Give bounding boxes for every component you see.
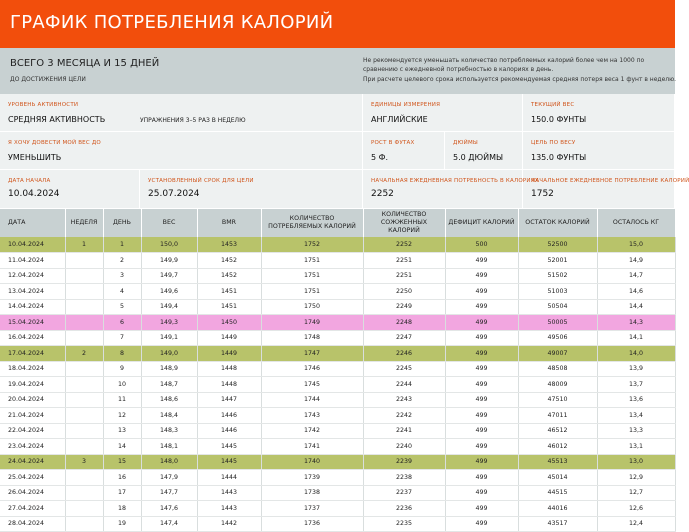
current-weight-label: ТЕКУЩИЙ ВЕС bbox=[531, 102, 575, 108]
cell-calories-consumed[interactable]: 1748 bbox=[261, 330, 363, 346]
cell-week[interactable] bbox=[65, 392, 103, 408]
cell-day[interactable]: 10 bbox=[103, 377, 141, 393]
height-inches-label: ДЮЙМЫ bbox=[453, 140, 478, 146]
cell-weight[interactable]: 148,9 bbox=[141, 361, 197, 377]
cell-date[interactable]: 24.04.2024 bbox=[0, 454, 65, 470]
cell-kg-remaining[interactable]: 13,6 bbox=[597, 392, 675, 408]
cell-calorie-deficit[interactable]: 499 bbox=[445, 284, 518, 300]
cell-calories-remaining[interactable]: 49506 bbox=[518, 330, 597, 346]
cell-calorie-deficit[interactable]: 499 bbox=[445, 485, 518, 501]
header-bmr: BMR bbox=[197, 209, 261, 237]
cell-week[interactable] bbox=[65, 299, 103, 315]
page-title: ГРАФИК ПОТРЕБЛЕНИЯ КАЛОРИЙ bbox=[10, 12, 334, 33]
initial-intake-label: НАЧАЛЬНОЕ ЕЖЕДНЕВНОЕ ПОТРЕБЛЕНИЕ КАЛОРИЙ bbox=[531, 178, 689, 184]
activity-level-cell[interactable] bbox=[0, 94, 363, 132]
cell-date[interactable]: 21.04.2024 bbox=[0, 408, 65, 424]
cell-weight[interactable]: 149,4 bbox=[141, 299, 197, 315]
cell-weight[interactable]: 148,1 bbox=[141, 439, 197, 455]
cell-date[interactable]: 14.04.2024 bbox=[0, 299, 65, 315]
cell-date[interactable]: 26.04.2024 bbox=[0, 485, 65, 501]
cell-weight[interactable]: 148,3 bbox=[141, 423, 197, 439]
cell-weight[interactable]: 148,6 bbox=[141, 392, 197, 408]
cell-calories-remaining[interactable]: 47011 bbox=[518, 408, 597, 424]
cell-calories-consumed[interactable]: 1751 bbox=[261, 253, 363, 269]
cell-weight[interactable]: 147,4 bbox=[141, 516, 197, 532]
cell-calories-consumed[interactable]: 1744 bbox=[261, 392, 363, 408]
cell-day[interactable]: 19 bbox=[103, 516, 141, 532]
cell-weight[interactable]: 149,6 bbox=[141, 284, 197, 300]
cell-week[interactable] bbox=[65, 315, 103, 331]
cell-bmr[interactable]: 1449 bbox=[197, 346, 261, 362]
calorie-schedule-table bbox=[0, 209, 676, 532]
table-row[interactable] bbox=[0, 501, 675, 517]
cell-week[interactable] bbox=[65, 284, 103, 300]
cell-date[interactable]: 16.04.2024 bbox=[0, 330, 65, 346]
table-row[interactable] bbox=[0, 253, 675, 269]
cell-date[interactable]: 12.04.2024 bbox=[0, 268, 65, 284]
cell-calories-burned[interactable]: 2242 bbox=[363, 408, 445, 424]
cell-weight[interactable]: 148,4 bbox=[141, 408, 197, 424]
table-row[interactable] bbox=[0, 439, 675, 455]
cell-kg-remaining[interactable]: 14,0 bbox=[597, 346, 675, 362]
height-inches-cell[interactable] bbox=[445, 132, 523, 170]
cell-weight[interactable]: 149,0 bbox=[141, 346, 197, 362]
cell-week[interactable]: 2 bbox=[65, 346, 103, 362]
height-feet-label: РОСТ В ФУТАХ bbox=[371, 140, 415, 146]
units-value[interactable]: АНГЛИЙСКИЕ bbox=[371, 115, 428, 124]
cell-calories-remaining[interactable]: 51003 bbox=[518, 284, 597, 300]
cell-week[interactable] bbox=[65, 423, 103, 439]
cell-calories-consumed[interactable]: 1747 bbox=[261, 346, 363, 362]
input-panel bbox=[0, 94, 689, 209]
cell-calories-burned[interactable]: 2235 bbox=[363, 516, 445, 532]
table-row[interactable] bbox=[0, 516, 675, 532]
table-row[interactable] bbox=[0, 377, 675, 393]
table-row[interactable] bbox=[0, 237, 675, 253]
cell-weight[interactable]: 147,7 bbox=[141, 485, 197, 501]
height-feet-cell[interactable] bbox=[363, 132, 445, 170]
cell-kg-remaining[interactable]: 14,9 bbox=[597, 253, 675, 269]
cell-date[interactable]: 28.04.2024 bbox=[0, 516, 65, 532]
cell-calories-remaining[interactable]: 47510 bbox=[518, 392, 597, 408]
cell-calories-burned[interactable]: 2249 bbox=[363, 299, 445, 315]
cell-weight[interactable]: 148,7 bbox=[141, 377, 197, 393]
cell-calorie-deficit[interactable]: 499 bbox=[445, 268, 518, 284]
cell-week[interactable] bbox=[65, 408, 103, 424]
cell-kg-remaining[interactable]: 14,4 bbox=[597, 299, 675, 315]
cell-day[interactable]: 16 bbox=[103, 470, 141, 486]
header-date: ДАТА bbox=[0, 209, 65, 237]
cell-calorie-deficit[interactable]: 499 bbox=[445, 330, 518, 346]
target-weight-value[interactable]: 135.0 ФУНТЫ bbox=[531, 153, 587, 162]
cell-kg-remaining[interactable]: 15,0 bbox=[597, 237, 675, 253]
cell-week[interactable] bbox=[65, 516, 103, 532]
table-body bbox=[0, 237, 675, 532]
cell-calories-consumed[interactable]: 1751 bbox=[261, 268, 363, 284]
cell-kg-remaining[interactable]: 14,3 bbox=[597, 315, 675, 331]
current-weight-cell[interactable] bbox=[523, 94, 675, 132]
target-date-cell bbox=[140, 170, 363, 209]
cell-bmr[interactable]: 1449 bbox=[197, 330, 261, 346]
cell-calories-burned[interactable]: 2245 bbox=[363, 361, 445, 377]
cell-week[interactable] bbox=[65, 377, 103, 393]
cell-date[interactable]: 19.04.2024 bbox=[0, 377, 65, 393]
title-bar bbox=[0, 0, 675, 48]
cell-kg-remaining[interactable]: 13,9 bbox=[597, 361, 675, 377]
cell-calories-consumed[interactable]: 1740 bbox=[261, 454, 363, 470]
cell-calorie-deficit[interactable]: 499 bbox=[445, 423, 518, 439]
table-row[interactable] bbox=[0, 361, 675, 377]
cell-kg-remaining[interactable]: 13,7 bbox=[597, 377, 675, 393]
cell-kg-remaining[interactable]: 12,4 bbox=[597, 516, 675, 532]
cell-calorie-deficit[interactable]: 499 bbox=[445, 454, 518, 470]
initial-intake-cell bbox=[523, 170, 689, 209]
cell-weight[interactable]: 147,6 bbox=[141, 501, 197, 517]
cell-day[interactable]: 14 bbox=[103, 439, 141, 455]
cell-day[interactable]: 7 bbox=[103, 330, 141, 346]
initial-need-value: 2252 bbox=[371, 189, 394, 199]
table-row[interactable] bbox=[0, 392, 675, 408]
cell-calories-remaining[interactable]: 45014 bbox=[518, 470, 597, 486]
cell-calories-remaining[interactable]: 49007 bbox=[518, 346, 597, 362]
height-inches-value[interactable]: 5.0 ДЮЙМЫ bbox=[453, 153, 504, 162]
cell-week[interactable] bbox=[65, 501, 103, 517]
cell-calories-burned[interactable]: 2246 bbox=[363, 346, 445, 362]
cell-calories-consumed[interactable]: 1739 bbox=[261, 470, 363, 486]
cell-calories-consumed[interactable]: 1742 bbox=[261, 423, 363, 439]
table-row[interactable] bbox=[0, 268, 675, 284]
cell-day[interactable]: 15 bbox=[103, 454, 141, 470]
header-weight: ВЕС bbox=[141, 209, 197, 237]
cell-calories-burned[interactable]: 2244 bbox=[363, 377, 445, 393]
cell-calories-burned[interactable]: 2236 bbox=[363, 501, 445, 517]
units-label: ЕДИНИЦЫ ИЗМЕРЕНИЯ bbox=[371, 102, 441, 108]
cell-week[interactable] bbox=[65, 268, 103, 284]
cell-calorie-deficit[interactable]: 499 bbox=[445, 470, 518, 486]
cell-calorie-deficit[interactable]: 499 bbox=[445, 408, 518, 424]
cell-calories-remaining[interactable]: 50504 bbox=[518, 299, 597, 315]
cell-calories-remaining[interactable]: 45513 bbox=[518, 454, 597, 470]
cell-week[interactable] bbox=[65, 361, 103, 377]
table-row[interactable] bbox=[0, 315, 675, 331]
cell-bmr[interactable]: 1442 bbox=[197, 516, 261, 532]
cell-bmr[interactable]: 1445 bbox=[197, 439, 261, 455]
cell-bmr[interactable]: 1453 bbox=[197, 237, 261, 253]
cell-bmr[interactable]: 1443 bbox=[197, 485, 261, 501]
cell-calories-consumed[interactable]: 1745 bbox=[261, 377, 363, 393]
header-kg-remaining: ОСТАЛОСЬ КГ bbox=[597, 209, 675, 237]
cell-calories-remaining[interactable]: 52001 bbox=[518, 253, 597, 269]
cell-calories-burned[interactable]: 2237 bbox=[363, 485, 445, 501]
cell-calorie-deficit[interactable]: 499 bbox=[445, 501, 518, 517]
cell-calories-consumed[interactable]: 1746 bbox=[261, 361, 363, 377]
cell-calories-burned[interactable]: 2248 bbox=[363, 315, 445, 331]
cell-calories-burned[interactable]: 2238 bbox=[363, 470, 445, 486]
cell-kg-remaining[interactable]: 13,3 bbox=[597, 423, 675, 439]
cell-day[interactable]: 18 bbox=[103, 501, 141, 517]
initial-need-label: НАЧАЛЬНАЯ ЕЖЕДНЕВНАЯ ПОТРЕБНОСТЬ В КАЛОРИЯХ bbox=[371, 178, 539, 184]
recommendation-note: Не рекомендуется уменьшать количество потребляемых калорий более чем на 1000 по сравнению с ежедневной потребностью в калориях в день. bbox=[363, 57, 645, 73]
initial-need-cell bbox=[363, 170, 539, 209]
cell-bmr[interactable]: 1452 bbox=[197, 253, 261, 269]
cell-kg-remaining[interactable]: 14,7 bbox=[597, 268, 675, 284]
cell-calorie-deficit[interactable]: 499 bbox=[445, 299, 518, 315]
cell-calories-consumed[interactable]: 1743 bbox=[261, 408, 363, 424]
cell-bmr[interactable]: 1448 bbox=[197, 377, 261, 393]
cell-day[interactable]: 3 bbox=[103, 268, 141, 284]
goal-label: ДО ДОСТИЖЕНИЯ ЦЕЛИ bbox=[10, 76, 86, 83]
cell-weight[interactable]: 150,0 bbox=[141, 237, 197, 253]
cell-kg-remaining[interactable]: 12,7 bbox=[597, 485, 675, 501]
cell-week[interactable]: 1 bbox=[65, 237, 103, 253]
cell-week[interactable]: 3 bbox=[65, 454, 103, 470]
cell-calorie-deficit[interactable]: 500 bbox=[445, 237, 518, 253]
cell-calories-remaining[interactable]: 43517 bbox=[518, 516, 597, 532]
units-cell[interactable] bbox=[363, 94, 523, 132]
table-row[interactable] bbox=[0, 470, 675, 486]
cell-kg-remaining[interactable]: 14,1 bbox=[597, 330, 675, 346]
cell-date[interactable]: 20.04.2024 bbox=[0, 392, 65, 408]
cell-calories-burned[interactable]: 2243 bbox=[363, 392, 445, 408]
cell-calories-consumed[interactable]: 1749 bbox=[261, 315, 363, 331]
cell-bmr[interactable]: 1447 bbox=[197, 392, 261, 408]
header-calories-consumed: КОЛИЧЕСТВО ПОТРЕБЛЯЕМЫХ КАЛОРИЙ bbox=[261, 209, 363, 237]
header-calories-burned: КОЛИЧЕСТВО СОЖЖЕННЫХ КАЛОРИЙ bbox=[363, 209, 445, 237]
cell-week[interactable] bbox=[65, 470, 103, 486]
cell-bmr[interactable]: 1448 bbox=[197, 361, 261, 377]
cell-calories-remaining[interactable]: 48009 bbox=[518, 377, 597, 393]
cell-calories-consumed[interactable]: 1741 bbox=[261, 439, 363, 455]
cell-bmr[interactable]: 1452 bbox=[197, 268, 261, 284]
cell-calorie-deficit[interactable]: 499 bbox=[445, 439, 518, 455]
cell-day[interactable]: 11 bbox=[103, 392, 141, 408]
table-header-row bbox=[0, 209, 675, 237]
cell-week[interactable] bbox=[65, 330, 103, 346]
target-weight-cell[interactable] bbox=[523, 132, 675, 170]
goal-direction-value[interactable]: УМЕНЬШИТЬ bbox=[8, 153, 62, 162]
cell-kg-remaining[interactable]: 13,0 bbox=[597, 454, 675, 470]
cell-day[interactable]: 5 bbox=[103, 299, 141, 315]
cell-calories-burned[interactable]: 2240 bbox=[363, 439, 445, 455]
cell-week[interactable] bbox=[65, 439, 103, 455]
table-row[interactable] bbox=[0, 284, 675, 300]
activity-level-value[interactable]: СРЕДНЯЯ АКТИВНОСТЬ bbox=[8, 115, 106, 124]
cell-calorie-deficit[interactable]: 499 bbox=[445, 346, 518, 362]
cell-kg-remaining[interactable]: 13,1 bbox=[597, 439, 675, 455]
cell-calories-remaining[interactable]: 52500 bbox=[518, 237, 597, 253]
cell-date[interactable]: 10.04.2024 bbox=[0, 237, 65, 253]
current-weight-value[interactable]: 150.0 ФУНТЫ bbox=[531, 115, 587, 124]
cell-date[interactable]: 25.04.2024 bbox=[0, 470, 65, 486]
cell-weight[interactable]: 149,1 bbox=[141, 330, 197, 346]
cell-bmr[interactable]: 1445 bbox=[197, 454, 261, 470]
cell-day[interactable]: 1 bbox=[103, 237, 141, 253]
calculation-note: При расчете целевого срока используется рекомендуемая средняя потеря веса 1 фунт в неделю. bbox=[363, 76, 677, 83]
cell-calories-burned[interactable]: 2247 bbox=[363, 330, 445, 346]
cell-date[interactable]: 22.04.2024 bbox=[0, 423, 65, 439]
cell-bmr[interactable]: 1444 bbox=[197, 470, 261, 486]
header-day: ДЕНЬ bbox=[103, 209, 141, 237]
start-date-cell[interactable] bbox=[0, 170, 140, 209]
table-row[interactable] bbox=[0, 408, 675, 424]
cell-date[interactable]: 18.04.2024 bbox=[0, 361, 65, 377]
table-row[interactable] bbox=[0, 454, 675, 470]
cell-calories-remaining[interactable]: 46012 bbox=[518, 439, 597, 455]
cell-date[interactable]: 13.04.2024 bbox=[0, 284, 65, 300]
cell-calories-remaining[interactable]: 46512 bbox=[518, 423, 597, 439]
cell-calories-consumed[interactable]: 1738 bbox=[261, 485, 363, 501]
activity-level-label: УРОВЕНЬ АКТИВНОСТИ bbox=[8, 102, 79, 108]
cell-day[interactable]: 13 bbox=[103, 423, 141, 439]
cell-calories-consumed[interactable]: 1736 bbox=[261, 516, 363, 532]
cell-weight[interactable]: 149,7 bbox=[141, 268, 197, 284]
cell-calories-remaining[interactable]: 44016 bbox=[518, 501, 597, 517]
cell-bmr[interactable]: 1446 bbox=[197, 423, 261, 439]
target-date-label: УСТАНОВЛЕННЫЙ СРОК ДЛЯ ЦЕЛИ bbox=[148, 178, 254, 184]
cell-day[interactable]: 2 bbox=[103, 253, 141, 269]
cell-weight[interactable]: 149,3 bbox=[141, 315, 197, 331]
cell-calories-burned[interactable]: 2251 bbox=[363, 253, 445, 269]
cell-calories-consumed[interactable]: 1750 bbox=[261, 299, 363, 315]
cell-date[interactable]: 23.04.2024 bbox=[0, 439, 65, 455]
cell-calories-remaining[interactable]: 48508 bbox=[518, 361, 597, 377]
cell-calorie-deficit[interactable]: 499 bbox=[445, 253, 518, 269]
goal-direction-label: Я ХОЧУ ДОВЕСТИ МОЙ ВЕС ДО bbox=[8, 140, 101, 146]
height-feet-value[interactable]: 5 Ф. bbox=[371, 153, 389, 162]
cell-day[interactable]: 6 bbox=[103, 315, 141, 331]
cell-weight[interactable]: 148,0 bbox=[141, 454, 197, 470]
cell-calorie-deficit[interactable]: 499 bbox=[445, 361, 518, 377]
table-row[interactable] bbox=[0, 330, 675, 346]
cell-calories-burned[interactable]: 2250 bbox=[363, 284, 445, 300]
header-calorie-deficit: ДЕФИЦИТ КАЛОРИЙ bbox=[445, 209, 518, 237]
cell-bmr[interactable]: 1446 bbox=[197, 408, 261, 424]
cell-calories-consumed[interactable]: 1751 bbox=[261, 284, 363, 300]
table-row[interactable] bbox=[0, 299, 675, 315]
cell-day[interactable]: 8 bbox=[103, 346, 141, 362]
cell-day[interactable]: 12 bbox=[103, 408, 141, 424]
cell-kg-remaining[interactable]: 14,6 bbox=[597, 284, 675, 300]
duration-text: ВСЕГО 3 МЕСЯЦА И 15 ДНЕЙ bbox=[10, 58, 160, 69]
cell-kg-remaining[interactable]: 12,6 bbox=[597, 501, 675, 517]
cell-calories-consumed[interactable]: 1752 bbox=[261, 237, 363, 253]
cell-date[interactable]: 27.04.2024 bbox=[0, 501, 65, 517]
cell-bmr[interactable]: 1443 bbox=[197, 501, 261, 517]
cell-bmr[interactable]: 1451 bbox=[197, 299, 261, 315]
goal-direction-cell[interactable] bbox=[0, 132, 363, 170]
cell-calories-burned[interactable]: 2239 bbox=[363, 454, 445, 470]
table-row[interactable] bbox=[0, 423, 675, 439]
initial-intake-value: 1752 bbox=[531, 189, 554, 199]
cell-weight[interactable]: 149,9 bbox=[141, 253, 197, 269]
cell-calories-burned[interactable]: 2251 bbox=[363, 268, 445, 284]
cell-calories-remaining[interactable]: 51502 bbox=[518, 268, 597, 284]
cell-calories-consumed[interactable]: 1737 bbox=[261, 501, 363, 517]
cell-calories-burned[interactable]: 2241 bbox=[363, 423, 445, 439]
header-calories-remaining: ОСТАТОК КАЛОРИЙ bbox=[518, 209, 597, 237]
cell-date[interactable]: 11.04.2024 bbox=[0, 253, 65, 269]
cell-date[interactable]: 17.04.2024 bbox=[0, 346, 65, 362]
cell-calorie-deficit[interactable]: 499 bbox=[445, 377, 518, 393]
table-row[interactable] bbox=[0, 346, 675, 362]
cell-week[interactable] bbox=[65, 253, 103, 269]
cell-calorie-deficit[interactable]: 499 bbox=[445, 315, 518, 331]
cell-day[interactable]: 9 bbox=[103, 361, 141, 377]
cell-kg-remaining[interactable]: 13,4 bbox=[597, 408, 675, 424]
cell-calories-burned[interactable]: 2252 bbox=[363, 237, 445, 253]
cell-week[interactable] bbox=[65, 485, 103, 501]
summary-banner bbox=[0, 48, 675, 94]
cell-day[interactable]: 17 bbox=[103, 485, 141, 501]
cell-calorie-deficit[interactable]: 499 bbox=[445, 392, 518, 408]
cell-date[interactable]: 15.04.2024 bbox=[0, 315, 65, 331]
target-date-value: 25.07.2024 bbox=[148, 189, 200, 199]
cell-weight[interactable]: 147,9 bbox=[141, 470, 197, 486]
cell-calories-remaining[interactable]: 50005 bbox=[518, 315, 597, 331]
cell-kg-remaining[interactable]: 12,9 bbox=[597, 470, 675, 486]
cell-calories-remaining[interactable]: 44515 bbox=[518, 485, 597, 501]
calorie-table-container[interactable] bbox=[0, 209, 675, 528]
cell-day[interactable]: 4 bbox=[103, 284, 141, 300]
cell-bmr[interactable]: 1451 bbox=[197, 284, 261, 300]
activity-description: УПРАЖНЕНИЯ 3–5 РАЗ В НЕДЕЛЮ bbox=[140, 117, 246, 124]
target-weight-label: ЦЕЛЬ ПО ВЕСУ bbox=[531, 140, 576, 146]
table-row[interactable] bbox=[0, 485, 675, 501]
cell-calorie-deficit[interactable]: 499 bbox=[445, 516, 518, 532]
start-date-value[interactable]: 10.04.2024 bbox=[8, 189, 60, 199]
start-date-label: ДАТА НАЧАЛА bbox=[8, 178, 51, 184]
header-week: НЕДЕЛЯ bbox=[65, 209, 103, 237]
cell-bmr[interactable]: 1450 bbox=[197, 315, 261, 331]
